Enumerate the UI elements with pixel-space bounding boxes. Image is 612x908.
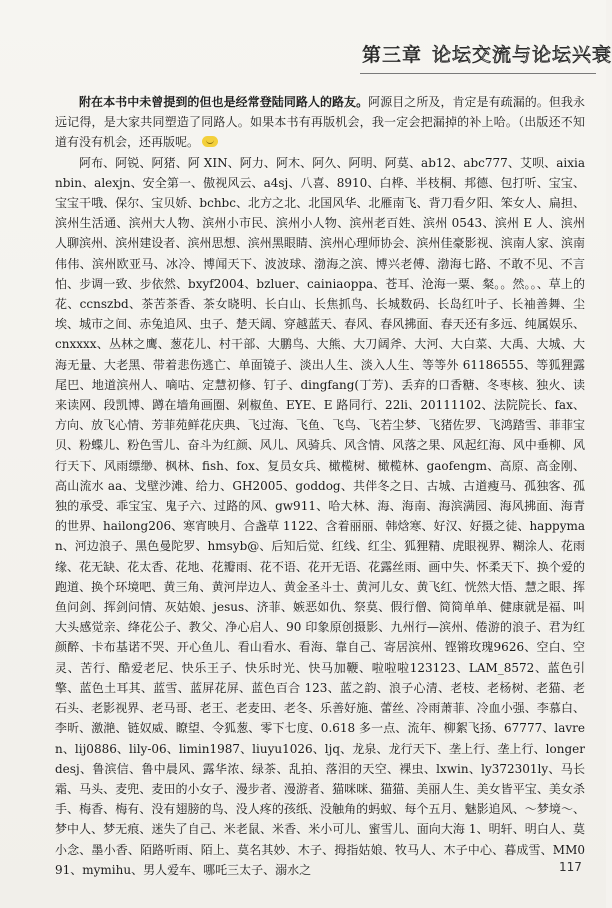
page-number: 117 xyxy=(559,860,582,874)
intro-normal-text: 阿源目之所及，肯定是有疏漏的。但我永远记得，是大家共同塑造了同路人。如果本书有再版机会，我一定会把漏掉的补上哈。（出版还不知道有没有机会，还再版呢。 xyxy=(55,95,585,150)
chapter-title: 论坛交流与论坛兴衰 xyxy=(432,44,612,66)
names-paragraph: 阿布、阿锐、阿猪、阿 XIN、阿力、阿木、阿久、阿明、阿莫、ab12、abc777、艾呗、aixianbin、alexjn、安全第一、傲视风云、a4sj、八喜、8910、白桦、半枝桐、邦德、包打听、宝宝、宝宝干哦、保尔、宝贝娇、bchbc、北方之北、北国风华、北雁南飞、背刀看夕阳、笨女人、扁担、滨州生活通、滨州大人物、滨州小市民、滨州小人物、滨州老百姓、滨州 0543、滨州 E 人、滨州人聊滨州、滨州建设者、滨州思想、滨州黑眼睛、滨州心理师协会、滨州佳豪影视、滨南人家、滨南伟伟、滨州欧亚马、冰冷、博闻天下、波波球、渤海之滨、博兴老傅、渤海七路、不敢不见、不言怕、步调一致、步依然、bxyf2004、bzluer、cainiaoppa、苍耳、沧海一粟、粲。。然。。、草上的花、ccnszbd、茶苦茶香、茶女晓明、长白山、长焦抓鸟、长城数码、长岛红叶子、长袖善舞、尘埃、城市之间、赤兔追风、虫子、楚天阔、穿越蓝天、春风、春风拂面、春天还有多远、纯属娱乐、cnxxxx、丛林之鹰、葱花儿、村干部、大鹏鸟、大熊、大刀阔斧、大河、大白菜、大禹、大城、大海无量、大老黑、带着悲伤逃亡、单面镜子、淡出人生、淡入人生、等等外 61186555、等狐狸露尾巴、地道滨州人、嘀咕、定慧初修、钉子、dingfang(丁芳)、丢弃的口香糖、冬枣核、独火、读来读网、段凯博、蹲在墙角画圈、剁椒鱼、EYE、E 路同行、22li、20111102、法院院长、fax、方向、放飞心情、芳菲苑鲜花庆典、飞过海、飞鱼、飞鸟、飞若尘梦、飞猪佐罗、飞鸿踏雪、菲菲宝贝、粉蝶儿、粉色雪儿、奋斗为红颜、风儿、风骑兵、风含情、风落之果、风起红海、风中垂柳、风行天下、风雨缥缈、枫林、fish、fox、复员女兵、橄榄树、橄榄林、gaofengm、高原、高金刚、高山流水 aa、戈壁沙滩、给力、GH2005、goddog、共伴冬之日、古城、古道瘦马、孤独客、孤独的承受、乖宝宝、鬼子六、过路的风、gw911、哈大林、海、海南、海滨满园、海风拂面、海青的世界、hailong206、寒宵映月、合盏草 1122、含着丽丽、韩焓寒、好汉、好摄之徒、happyman、河边浪子、黑色曼陀罗、hmsyb@、后知后觉、红线、红尘、狐狸精、虎眼视界、糊涂人、花雨缘、花无缺、花太香、花地、花瓣雨、花不语、花开无语、花露丝雨、画中失、怀柔天下、换个爱的跑道、换个环境吧、黄三角、黄河岸边人、黄金圣斗士、黄河儿女、黄飞红、恍然大悟、慧之眼、挥鱼问剑、挥剑问情、灰姑娘、jesus、济菲、嫉恶如仇、祭莫、假行僧、简简单单、健康就是福、叫大头感觉亲、绛花公子、教父、净心启人、90 印象原创摄影、九州行—滨州、倦游的浪子、君为红颜醉、卡布基诺不哭、开心鱼儿、看山看水、看海、靠自己、寄居滨州、铿锵玫瑰9626、空白、空灵、苦行、酷爱老尼、快乐王子、快乐时光、快马加鞭、啦啦啦123123、LAM_8572、蓝色引擎、蓝色土耳其、蓝雪、蓝屏花屏、蓝色百合 123、蓝之韵、浪子心清、老枝、老杨树、老猫、老石头、老影视界、老马哥、老王、老麦田、老冬、乐善好施、蕾丝、冷雨萧菲、冷血小强、李慕白、李昕、激滟、链奴威、瞭望、令狐葱、零下七度、0.618 多一点、流年、柳絮飞扬、67777、lavren、lij0886、lily-06、limin1987、liuyu1026、ljq、龙泉、龙行天下、垄上行、垄上行、longerdesj、鲁滨信、鲁中晨风、露华浓、绿茶、乱拍、落泪的天空、裸虫、lxwin、ly372301ly、马长霜、马头、麦兜、麦田的小女子、漫步者、漫游者、猫咪咪、猫猫、美丽人生、美女皆平宝、美女杀手、梅香、梅有、没有翅膀的鸟、没人疼的孩纸、没触角的蚂蚁、每个五月、魅影追风、～梦境～、梦中人、梦无痕、迷失了自己、米老鼠、米香、米小可儿、蜜雪儿、面向大海 1、明轩、明白人、莫小念、墨小香、陌路听雨、陌上、莫名其妙、木子、拇指姑娘、牧马人、木子中心、暮成雪、MM091、mymihu、男人爱车、哪吒三太子、溺水之 xyxy=(55,155,586,877)
chapter-number: 第三章 xyxy=(362,44,423,66)
header-rule xyxy=(360,73,596,74)
intro-paragraph xyxy=(55,92,585,153)
page-body xyxy=(55,92,585,882)
intro-bold-text: 附在本书中未曾提到的但也是经常登陆同路人的路友。 xyxy=(79,95,369,109)
chapter-header xyxy=(362,40,612,70)
smiley-icon xyxy=(202,136,218,147)
